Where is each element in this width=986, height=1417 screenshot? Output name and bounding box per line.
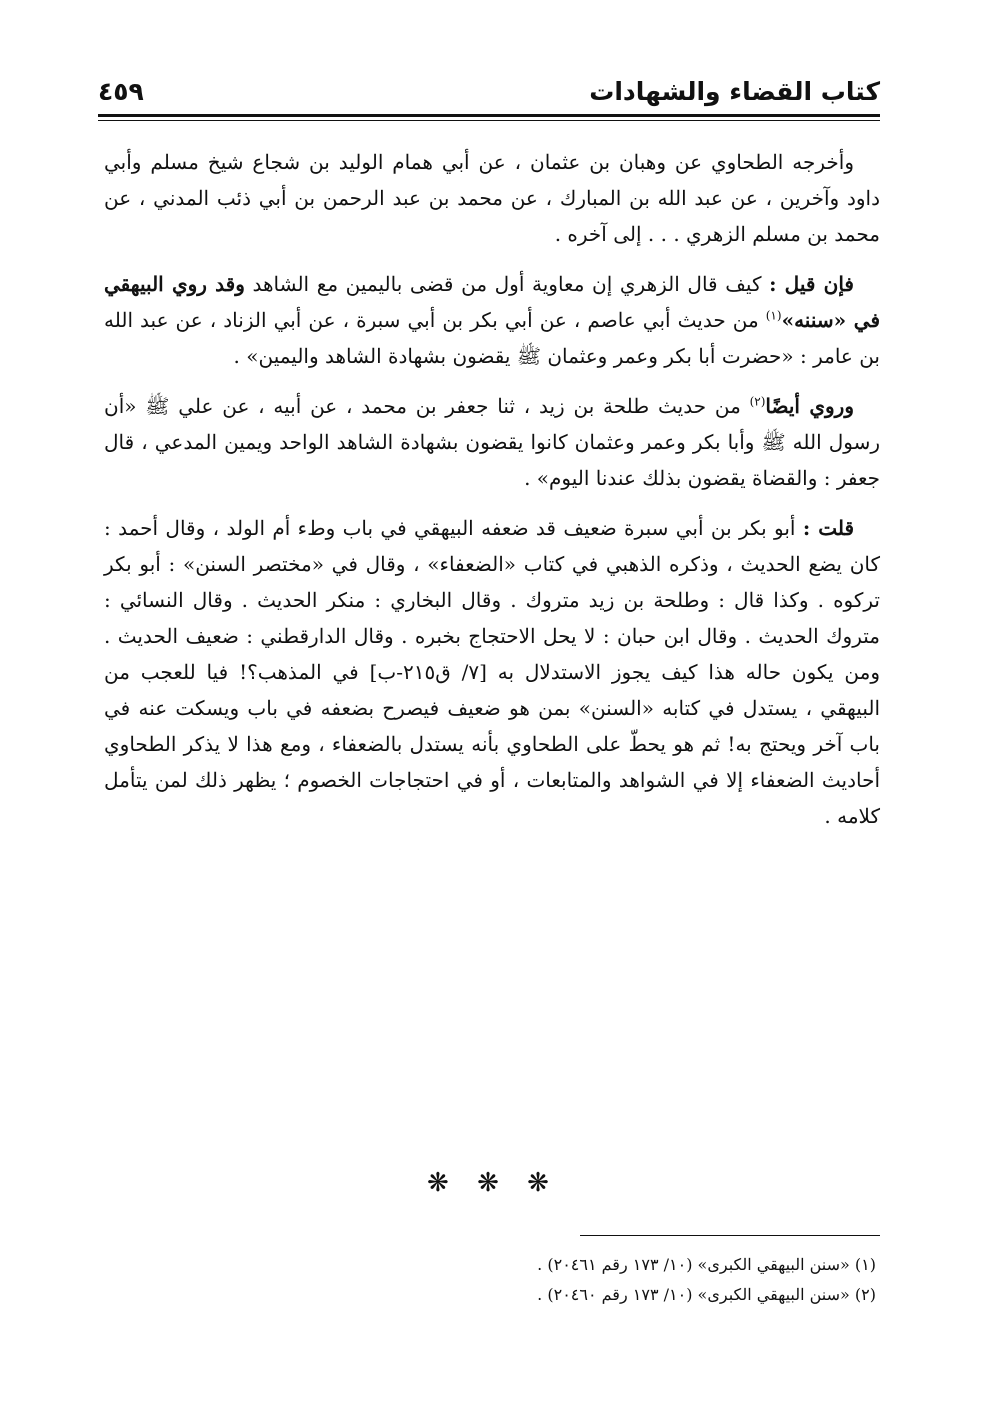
- footnote-separator: [580, 1235, 880, 1236]
- footnotes: [104, 1250, 876, 1310]
- paragraph-1-text: وأخرجه الطحاوي عن وهبان بن عثمان ، عن أبي همام الوليد بن شجاع شيخ مسلم وأبي داود وآخرين ، عن عبد الله بن المبارك ، عن محمد بن عبد الرحمن بن أبي ذئب المدني ، عن محمد بن مسلم الزهري . . . إلى آخره .: [104, 150, 881, 246]
- paragraph-3-text: من حديث طلحة بن زيد ، ثنا جعفر بن محمد ، عن أبيه ، عن علي ﷺ «أن رسول الله ﷺ وأبا بكر وعمر وعثمان كانوا يقضون بشهادة الشاهد الواحد ويمين المدعي ، قال جعفر : والقضاة يقضون بذلك عندنا اليوم» .: [104, 394, 880, 490]
- paragraph-2-bold: وقد روي البيهقي في «سننه»: [104, 272, 880, 332]
- section-ornament: ❋ ❋ ❋: [427, 1168, 559, 1198]
- page-header: [98, 64, 880, 112]
- paragraph-4-text: أبو بكر بن أبي سبرة ضعيف قد ضعفه البيهقي في باب وطء أم الولد ، وقال أحمد : كان يضع الحديث ، وذكره الذهبي في كتاب «الضعفاء» ، وقال في «مختصر السنن» : أبو بكر تركوه . وكذا قال : وطلحة بن زيد متروك . وقال البخاري : منكر الحديث . وقال النسائي : متروك الحديث . وقال ابن حبان : لا يحل الاحتجاج بخبره . وقال الدارقطني : ضعيف الحديث . ومن يكون حاله هذا كيف يجوز الاستدلال به [٧/ ق٢١٥-ب] في المذهب؟! فيا للعجب من البيهقي ، يستدل في كتابه «السنن» بمن هو ضعيف فيصرح بضعفه في باب ويسكت عنه في باب آخر ويحتج به! ثم هو يحطّ على الطحاوي بأنه يستدل بالضعفاء ، ومع هذا لا يذكر الطحاوي أحاديث الضعفاء إلا في الشواهد والمتابعات ، أو في احتجاجات الخصوم ؛ يظهر ذلك لمن يتأمل كلامه .: [104, 516, 880, 828]
- page-number: ٤٥٩: [98, 77, 144, 106]
- paragraph-2-text-2: من حديث أبي عاصم ، عن أبي بكر بن أبي سبرة ، عن أبي الزناد ، عن عبد الله بن عامر : «حضرت أبا بكر وعمر وعثمان ﷺ يقضون بشهادة الشاهد واليمين» .: [104, 308, 880, 368]
- footnote-1: (١) «سنن البيهقي الكبرى» (١٠/ ١٧٣ رقم ٢٠٤٦١) .: [537, 1255, 876, 1274]
- paragraph-2-text-1: كيف قال الزهري إن معاوية أول من قضى باليمين مع الشاهد: [244, 272, 770, 296]
- footnote-ref-2: (٢): [749, 394, 766, 409]
- footnote-2: (٢) «سنن البيهقي الكبرى» (١٠/ ١٧٣ رقم ٢٠٤٦٠) .: [537, 1285, 876, 1304]
- running-title: كتاب القضاء والشهادات: [589, 77, 880, 106]
- paragraph-4-lead: قلت :: [802, 516, 855, 540]
- paragraph-4: [104, 510, 880, 834]
- paragraph-3-lead: وروي أيضًا: [765, 394, 855, 418]
- paragraph-1: [104, 144, 880, 252]
- header-rule-thick: [98, 114, 880, 117]
- footnote-ref-1: (١): [765, 308, 782, 323]
- main-text: [104, 144, 880, 848]
- paragraph-3: [104, 388, 880, 496]
- paragraph-2: [104, 266, 880, 374]
- header-rule-thin: [98, 120, 880, 121]
- paragraph-2-lead: فإن قيل :: [769, 272, 854, 296]
